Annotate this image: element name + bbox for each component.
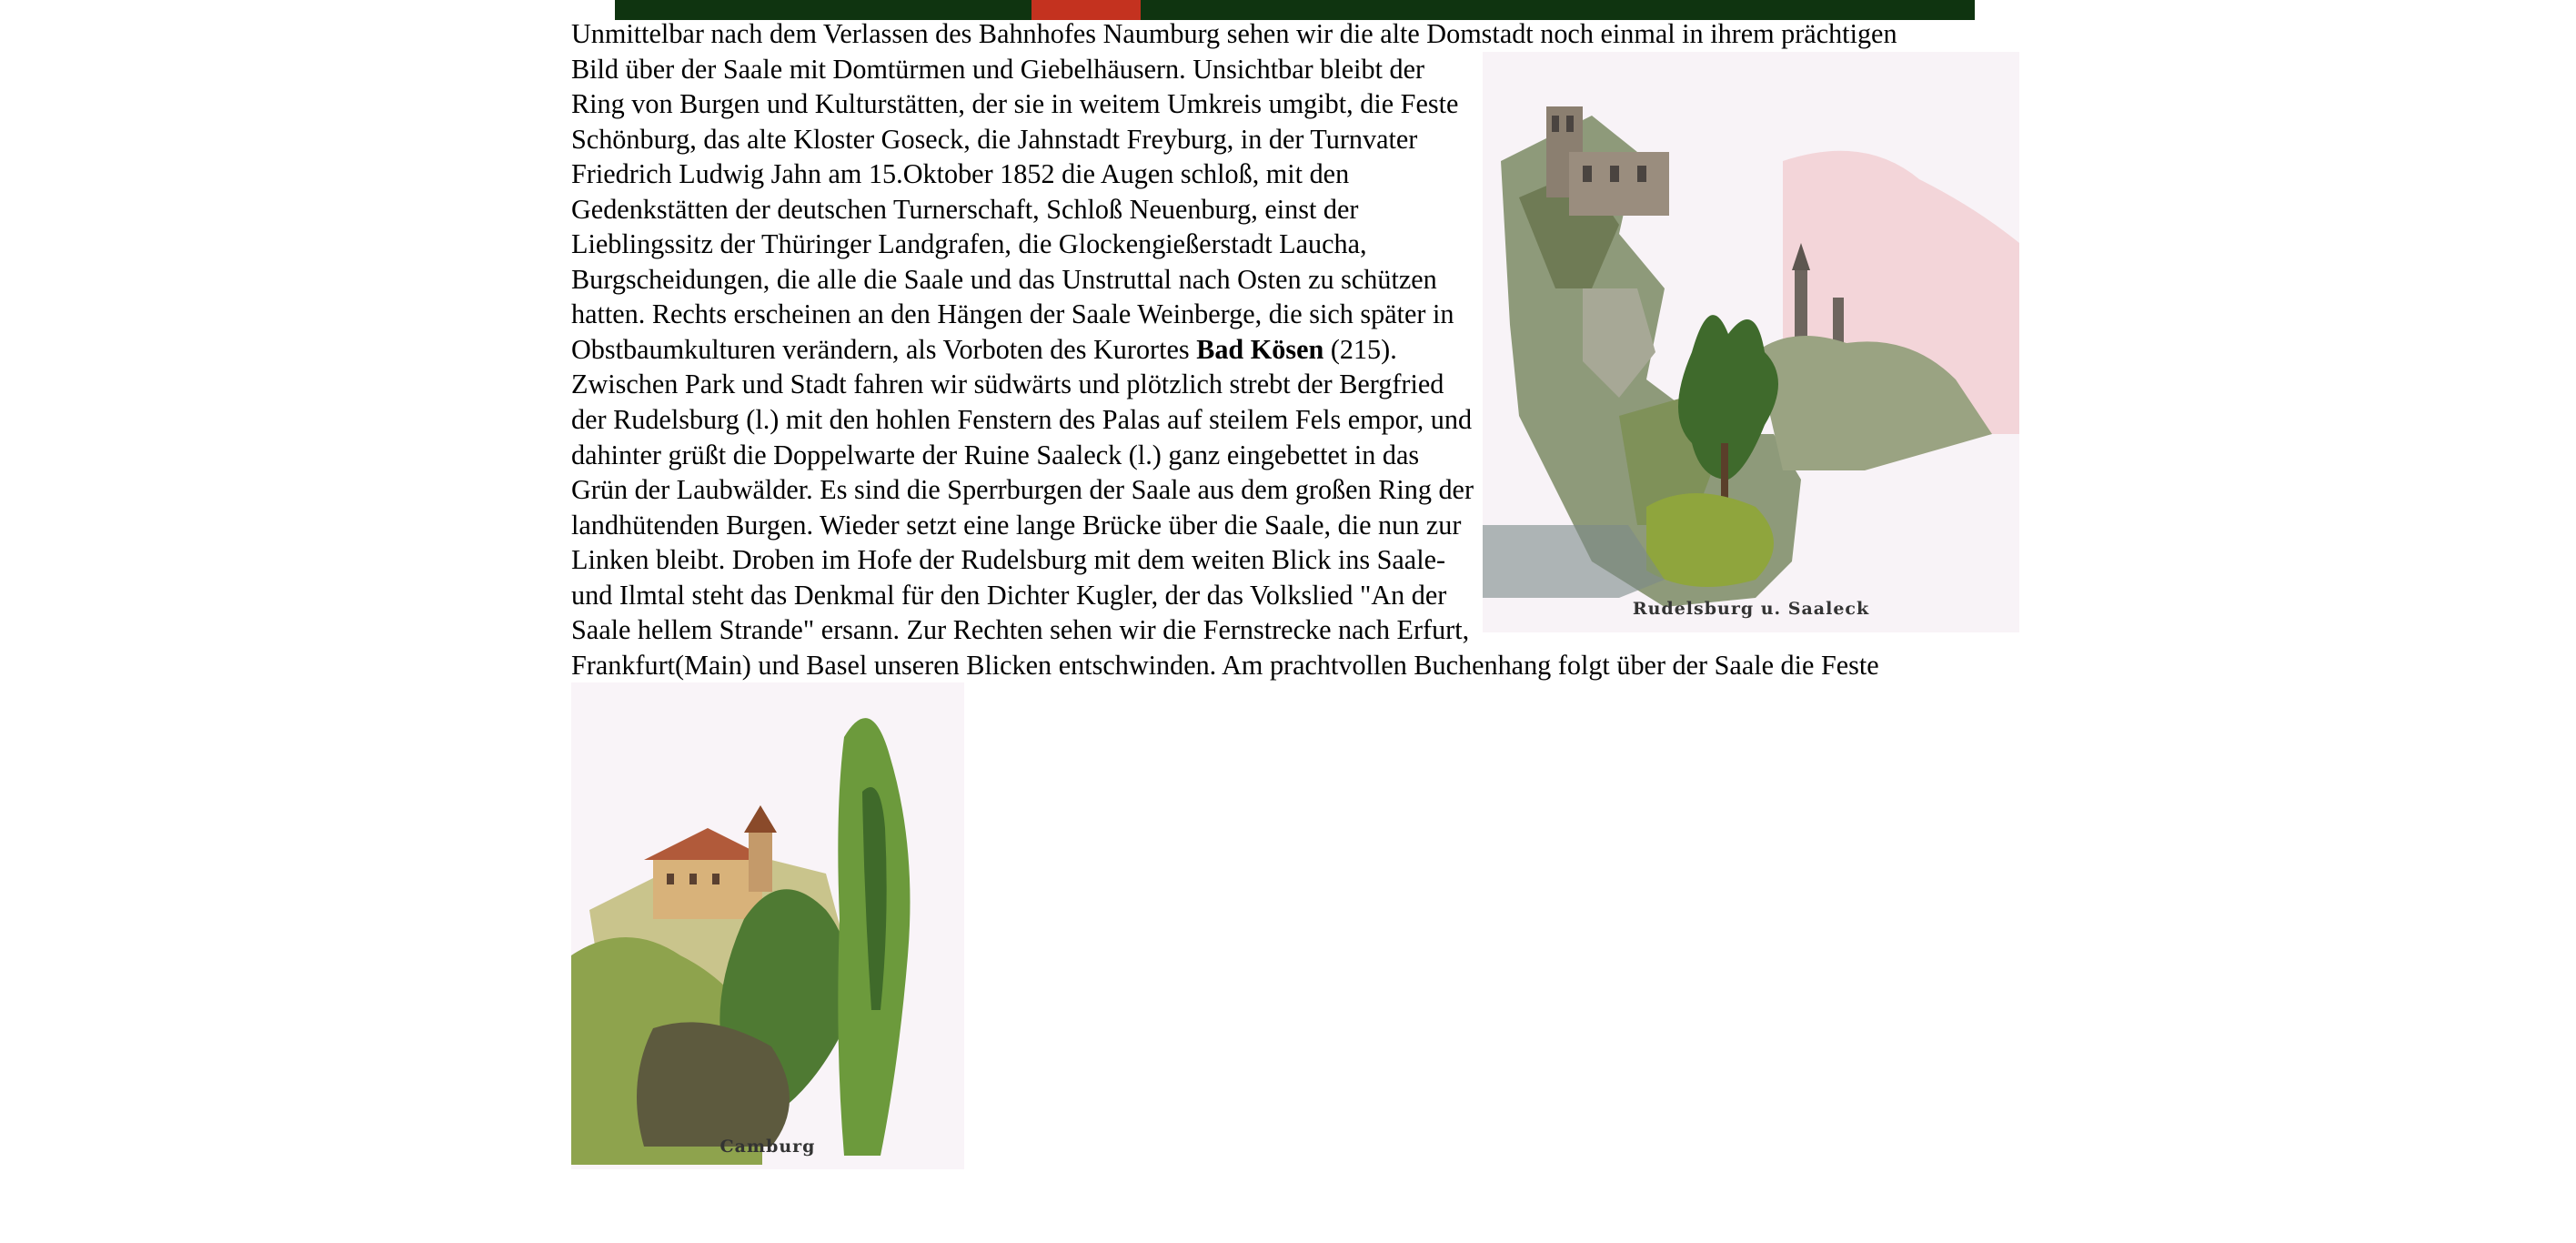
caption-camburg: Camburg (719, 1136, 816, 1157)
text-segment: Bild über der Saale mit Domtürmen und Giebelhäusern. Unsichtbar bleibt der Ring von Burgen und Kulturstätten, der sie in weitem Umkreis umgibt, die Feste Schönburg, das alte Kloster Goseck, die Jahnstadt Freyburg, in der Turnvater Friedrich Ludwig Jahn am 15.Oktober 1852 die Augen schloß, mit den Gedenkstätten der deutschen Turnerschaft, Schloß Neuenburg, einst der Lieblingssitz der Thüringer Landgrafen, die Glockengießerstadt Laucha, Burgscheidungen, die alle die Saale und das Unstruttal nach Osten zu schützen hatten. Rechts erscheinen an den Hängen der Saale Weinberge, die sich später in Obstbaumkulturen verändern, als Vorboten des Kurortes (571, 53, 1459, 365)
text-segment: (215). Zwischen Park und Stadt fahren wir südwärts und plötzlich strebt der Bergfried der Rudelsburg (l.) mit den hohlen Fenstern des Palas auf steilem Fels empor, und dahinter grüßt die Doppelwarte der Ruine Saaleck (l.) ganz eingebettet in das Grün der Laubwälder. Es sind die Sperrburgen der Saale aus dem großen Ring der landhütenden Burgen. Wieder setzt eine lange Brücke über die Saale, die nun zur Linken bleibt. Droben im Hofe der Rudelsburg mit dem weiten Blick ins Saale- und Ilmtal steht das Denkmal für den Dichter Kugler, der das Volkslied "An der Saale hellem Strande" ersann. Zur Rechten sehen wir die Fernstrecke nach Erfurt, Frankfurt(Main) und Basel unseren Blicken entschwinden. Am prachtvollen Buchenhang folgt über der Saale die Feste (571, 333, 1879, 681)
article-first-line: Unmittelbar nach dem Verlassen des Bahnhofes Naumburg sehen wir die alte Domstadt noch einmal in ihrem prächtigen (571, 18, 1897, 49)
camburg-painting (571, 682, 964, 1169)
illustration-camburg (571, 682, 964, 1169)
article-body (571, 16, 2019, 1169)
place-bad-koesen: Bad Kösen (1196, 333, 1324, 365)
caption-rudelsburg: Rudelsburg u. Saaleck (1632, 599, 1870, 619)
illustration-rudelsburg-saaleck (1483, 52, 2019, 632)
rudelsburg-painting (1483, 52, 2019, 632)
